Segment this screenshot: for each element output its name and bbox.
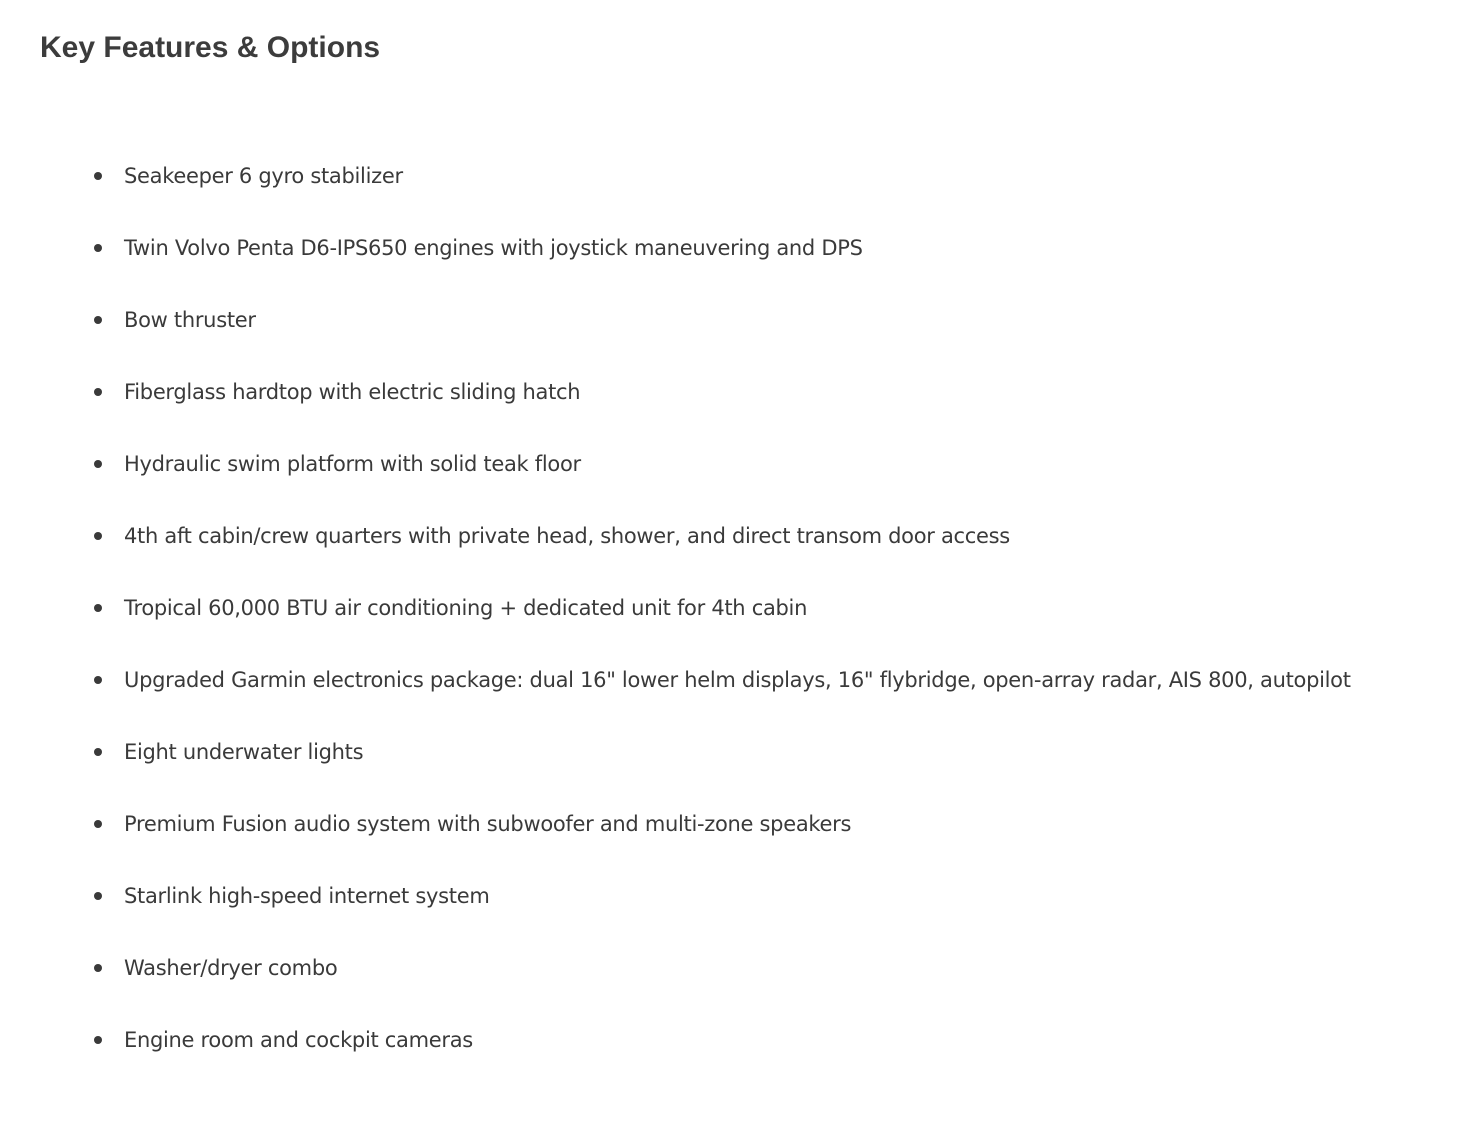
bullet-icon	[94, 244, 102, 252]
section-title: Key Features & Options	[40, 31, 381, 64]
list-item	[0, 428, 1472, 500]
list-item	[0, 644, 1472, 716]
list-item	[0, 932, 1472, 1004]
list-item	[0, 860, 1472, 932]
feature-list	[0, 140, 1472, 1076]
list-item	[0, 788, 1472, 860]
list-item	[0, 284, 1472, 356]
feature-text: Eight underwater lights	[124, 740, 364, 764]
list-item	[0, 1004, 1472, 1076]
list-item	[0, 500, 1472, 572]
feature-text: Fiberglass hardtop with electric sliding hatch	[124, 380, 581, 404]
bullet-icon	[94, 748, 102, 756]
feature-text: Washer/dryer combo	[124, 956, 338, 980]
bullet-icon	[94, 820, 102, 828]
list-item	[0, 572, 1472, 644]
bullet-icon	[94, 1036, 102, 1044]
bullet-icon	[94, 532, 102, 540]
bullet-icon	[94, 460, 102, 468]
feature-text: Seakeeper 6 gyro stabilizer	[124, 164, 403, 188]
bullet-icon	[94, 604, 102, 612]
feature-text: Engine room and cockpit cameras	[124, 1028, 473, 1052]
feature-text: 4th aft cabin/crew quarters with private head, shower, and direct transom door access	[124, 524, 1010, 548]
list-item	[0, 212, 1472, 284]
bullet-icon	[94, 892, 102, 900]
list-item	[0, 356, 1472, 428]
list-item	[0, 140, 1472, 212]
list-item	[0, 716, 1472, 788]
bullet-icon	[94, 172, 102, 180]
feature-text: Upgraded Garmin electronics package: dual 16" lower helm displays, 16" flybridge, open-array radar, AIS 800, autopilot	[124, 668, 1351, 692]
feature-text: Starlink high-speed internet system	[124, 884, 490, 908]
feature-text: Tropical 60,000 BTU air conditioning + dedicated unit for 4th cabin	[124, 596, 808, 620]
feature-text: Twin Volvo Penta D6-IPS650 engines with joystick maneuvering and DPS	[124, 236, 863, 260]
bullet-icon	[94, 676, 102, 684]
bullet-icon	[94, 316, 102, 324]
feature-text: Bow thruster	[124, 308, 256, 332]
bullet-icon	[94, 388, 102, 396]
feature-text: Hydraulic swim platform with solid teak floor	[124, 452, 581, 476]
bullet-icon	[94, 964, 102, 972]
feature-text: Premium Fusion audio system with subwoofer and multi-zone speakers	[124, 812, 852, 836]
